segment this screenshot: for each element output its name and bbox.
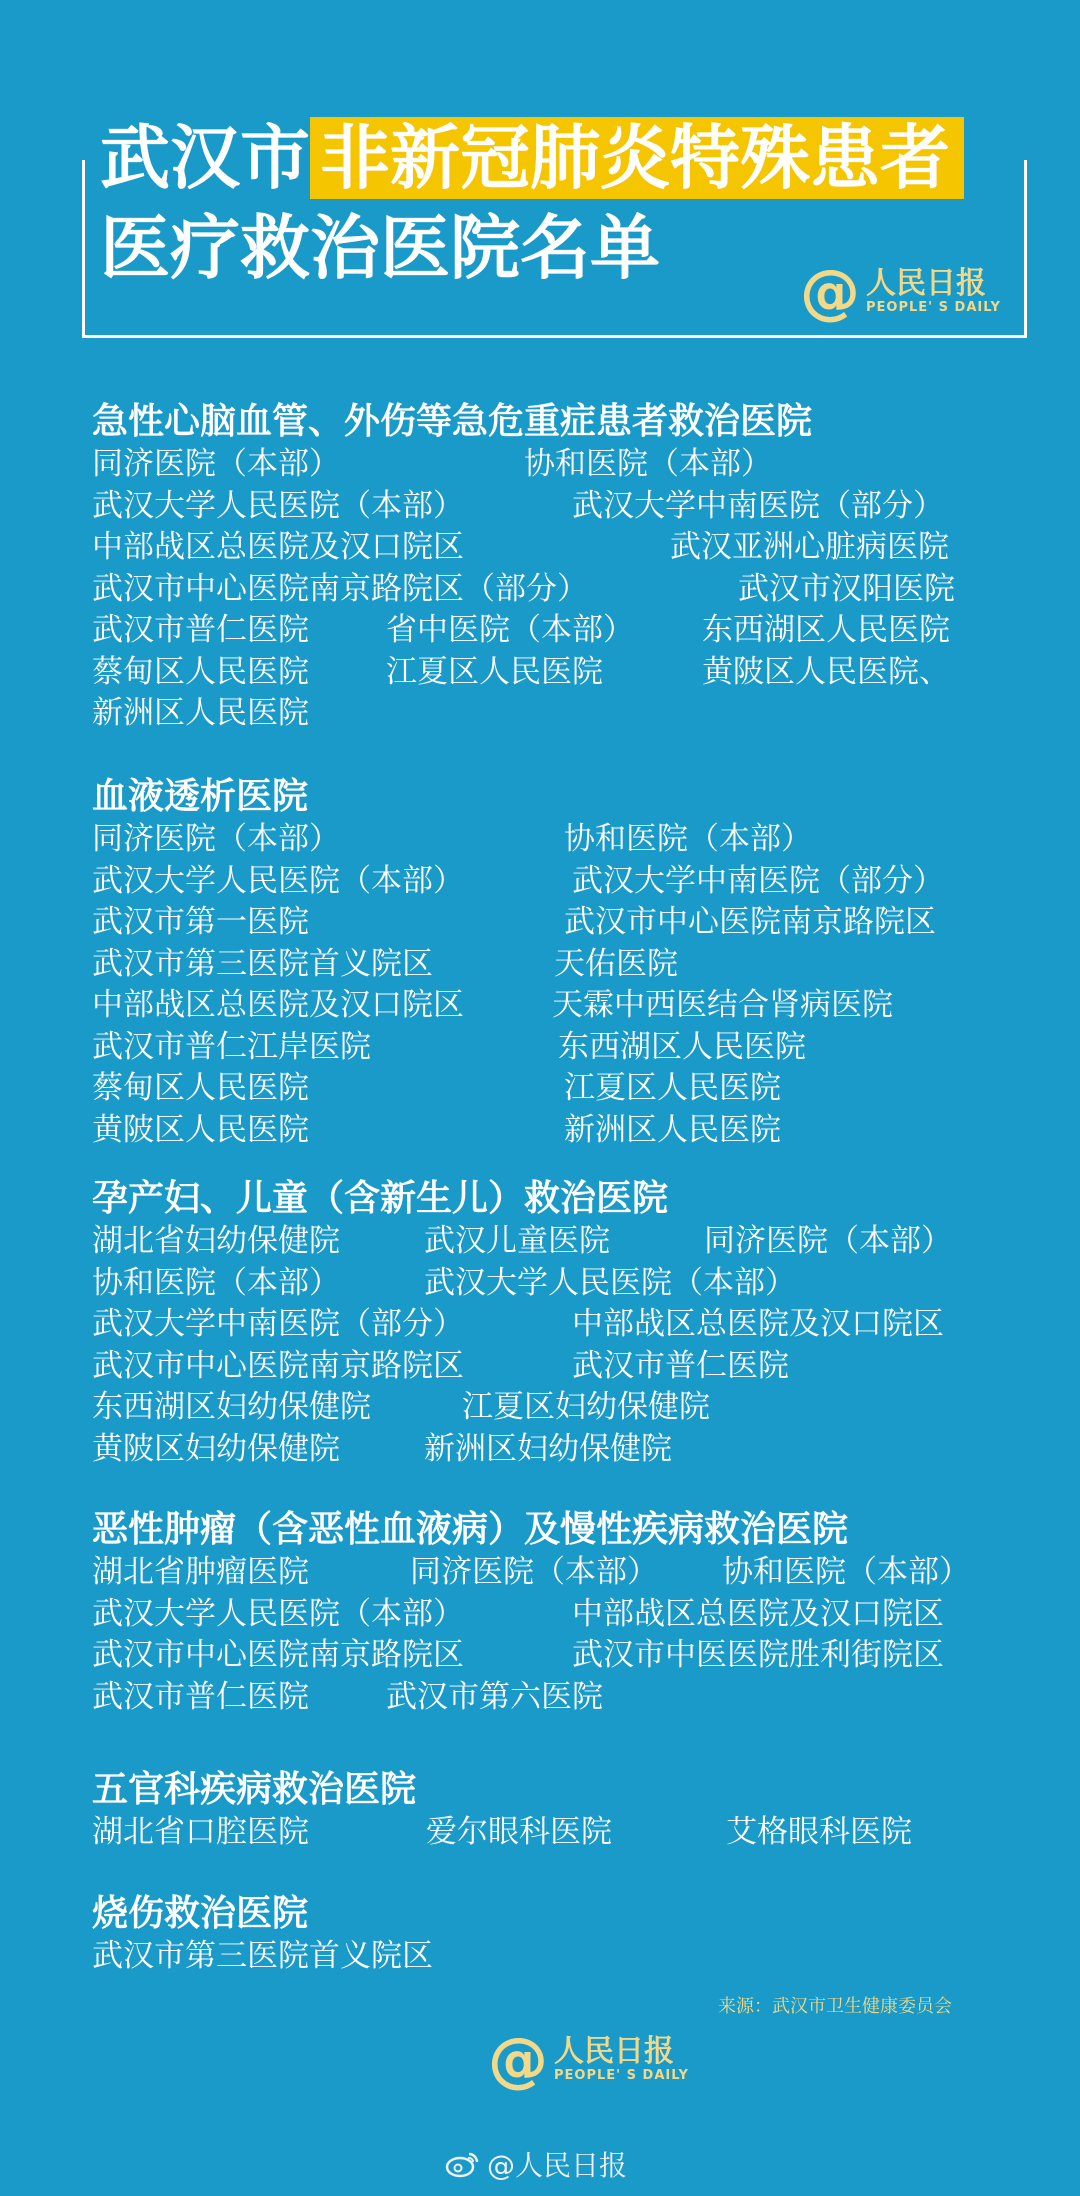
logo-cn-text: 人民日报 [554,2034,674,2069]
hospital-row [92,652,1022,694]
hospital-name: 武汉市中心医院南京路院区 [564,904,936,940]
hospital-name: 中部战区总医院及汉口院区 [92,987,464,1023]
hospital-name: 武汉大学中南医院（部分） [92,1306,464,1342]
section-title: 孕产妇、儿童（含新生儿）救治医院 [92,1178,669,1219]
hospital-name: 省中医院（本部） [386,612,634,648]
hospital-name: 武汉市第三医院首义院区 [92,945,433,982]
hospital-name: 同济医院（本部） [410,1554,658,1590]
title-prefix: 武汉市 [100,117,310,199]
weibo-watermark [445,2144,627,2184]
hospital-row [92,1677,1022,1719]
hospital-name: 武汉市普仁医院 [92,1678,309,1715]
section-title: 血液透析医院 [92,776,309,817]
people-daily-logo [800,257,1001,327]
hospital-name: 新洲区人民医院 [92,695,309,731]
hospital-name: 协和医院（本部） [722,1554,970,1590]
hospital-name: 天霖中西医结合肾病医院 [552,987,893,1023]
hospital-name: 武汉大学人民医院（本部） [92,862,464,899]
hospital-name: 武汉大学中南医院（部分） [572,862,944,899]
hospital-row [92,1429,1022,1471]
hospital-name: 武汉市普仁医院 [572,1347,789,1384]
hospital-name: 天佑医院 [554,945,678,982]
hospital-name: 武汉市第三医院首义院区 [92,1938,433,1974]
hospital-name: 武汉大学人民医院（本部） [92,1595,464,1632]
hospital-row [92,1263,1022,1305]
hospital-name: 湖北省肿瘤医院 [92,1554,309,1590]
source-note: 来源：武汉市卫生健康委员会 [718,1996,952,2017]
hospital-name: 武汉市中医医院胜利街院区 [572,1637,944,1673]
hospital-row [92,527,1022,569]
logo-en-text: PEOPLE' S DAILY [866,300,1001,315]
hospital-name: 武汉大学人民医院（本部） [92,487,464,524]
hospital-row [92,1221,1022,1263]
hospital-row [92,861,1022,903]
hospital-row [92,1552,1022,1594]
hospital-name: 协和医院（本部） [92,1264,340,1301]
logo-cn-text: 人民日报 [866,266,986,301]
weibo-handle: @人民日报 [487,2149,628,2182]
hospital-name: 新洲区妇幼保健院 [424,1430,672,1467]
hospital-row [92,1068,1022,1110]
section-title: 恶性肿瘤（含恶性血液病）及慢性疾病救治医院 [92,1509,849,1550]
hospital-name: 武汉市普仁医院 [92,612,309,648]
hospital-name: 黄陂区人民医院 [92,1111,309,1148]
hospital-name: 黄陂区妇幼保健院 [92,1430,340,1467]
hospital-name: 江夏区妇幼保健院 [462,1389,710,1425]
section [92,400,1022,735]
section [92,1177,1022,1470]
at-icon: @ [488,2025,548,2095]
hospital-row [92,444,1022,486]
hospital-row [92,1110,1022,1152]
hospital-name: 东西湖区人民医院 [558,1028,806,1065]
hospital-name: 东西湖区妇幼保健院 [92,1389,371,1425]
hospital-row [92,1594,1022,1636]
hospital-name: 爱尔眼科医院 [426,1814,612,1850]
hospital-row [92,486,1022,528]
hospital-name: 中部战区总医院及汉口院区 [572,1595,944,1632]
hospital-row [92,985,1022,1027]
hospital-row [92,1812,1022,1854]
hospital-name: 武汉市中心医院南京路院区 [92,1347,464,1384]
hospital-name: 中部战区总医院及汉口院区 [92,529,464,565]
hospital-name: 武汉大学人民医院（本部） [424,1264,796,1301]
hospital-name: 武汉儿童医院 [424,1223,610,1259]
hospital-row [92,610,1022,652]
hospital-name: 东西湖区人民医院 [702,612,950,648]
at-icon: @ [800,257,860,327]
hospital-name: 湖北省口腔医院 [92,1814,309,1850]
hospital-row [92,944,1022,986]
section [92,1508,1022,1718]
hospital-name: 湖北省妇幼保健院 [92,1223,340,1259]
hospital-name: 蔡甸区人民医院 [92,1070,309,1106]
section-title: 烧伤救治医院 [92,1893,309,1934]
hospital-name: 武汉市第六医院 [386,1678,603,1715]
hospital-name: 武汉市第一医院 [92,904,309,940]
hospital-name: 武汉市中心医院南京路院区（部分） [92,570,588,607]
hospital-row [92,1346,1022,1388]
section [92,775,1022,1151]
hospital-name: 武汉大学中南医院（部分） [572,487,944,524]
hospital-name: 中部战区总医院及汉口院区 [572,1306,944,1342]
hospital-name: 同济医院（本部） [704,1223,952,1259]
hospital-name: 江夏区人民医院 [386,653,603,690]
hospital-name: 武汉市中心医院南京路院区 [92,1637,464,1673]
hospital-row [92,1387,1022,1429]
hospital-row [92,1027,1022,1069]
hospital-name: 同济医院（本部） [92,446,340,482]
hospital-name: 同济医院（本部） [92,821,340,857]
hospital-row [92,693,1022,735]
title-highlight: 非新冠肺炎特殊患者 [310,117,964,199]
logo-en-text: PEOPLE' S DAILY [554,2068,689,2083]
hospital-name: 协和医院（本部） [564,821,812,857]
hospital-row [92,902,1022,944]
hospital-row [92,1936,1022,1978]
hospital-name: 江夏区人民医院 [564,1070,781,1106]
hospital-name: 新洲区人民医院 [564,1111,781,1148]
hospital-name: 协和医院（本部） [524,446,772,482]
hospital-row [92,1635,1022,1677]
section [92,1768,1022,1854]
hospital-name: 蔡甸区人民医院 [92,653,309,690]
section-title: 五官科疾病救治医院 [92,1769,417,1810]
page-title-line1 [100,110,964,206]
hospital-name: 武汉市汉阳医院 [738,570,955,607]
section [92,1892,1022,1978]
section-title: 急性心脑血管、外伤等急危重症患者救治医院 [92,401,813,442]
hospital-row [92,569,1022,611]
hospital-name: 黄陂区人民医院、 [702,653,950,690]
hospital-name: 武汉市普仁江岸医院 [92,1028,371,1065]
people-daily-logo-bottom [488,2025,689,2095]
hospital-name: 艾格眼科医院 [726,1814,912,1850]
hospital-row [92,819,1022,861]
hospital-name: 武汉亚洲心脏病医院 [670,529,949,565]
hospital-row [92,1304,1022,1346]
weibo-icon [445,2150,479,2178]
page-title-line2: 医疗救治医院名单 [100,207,660,289]
